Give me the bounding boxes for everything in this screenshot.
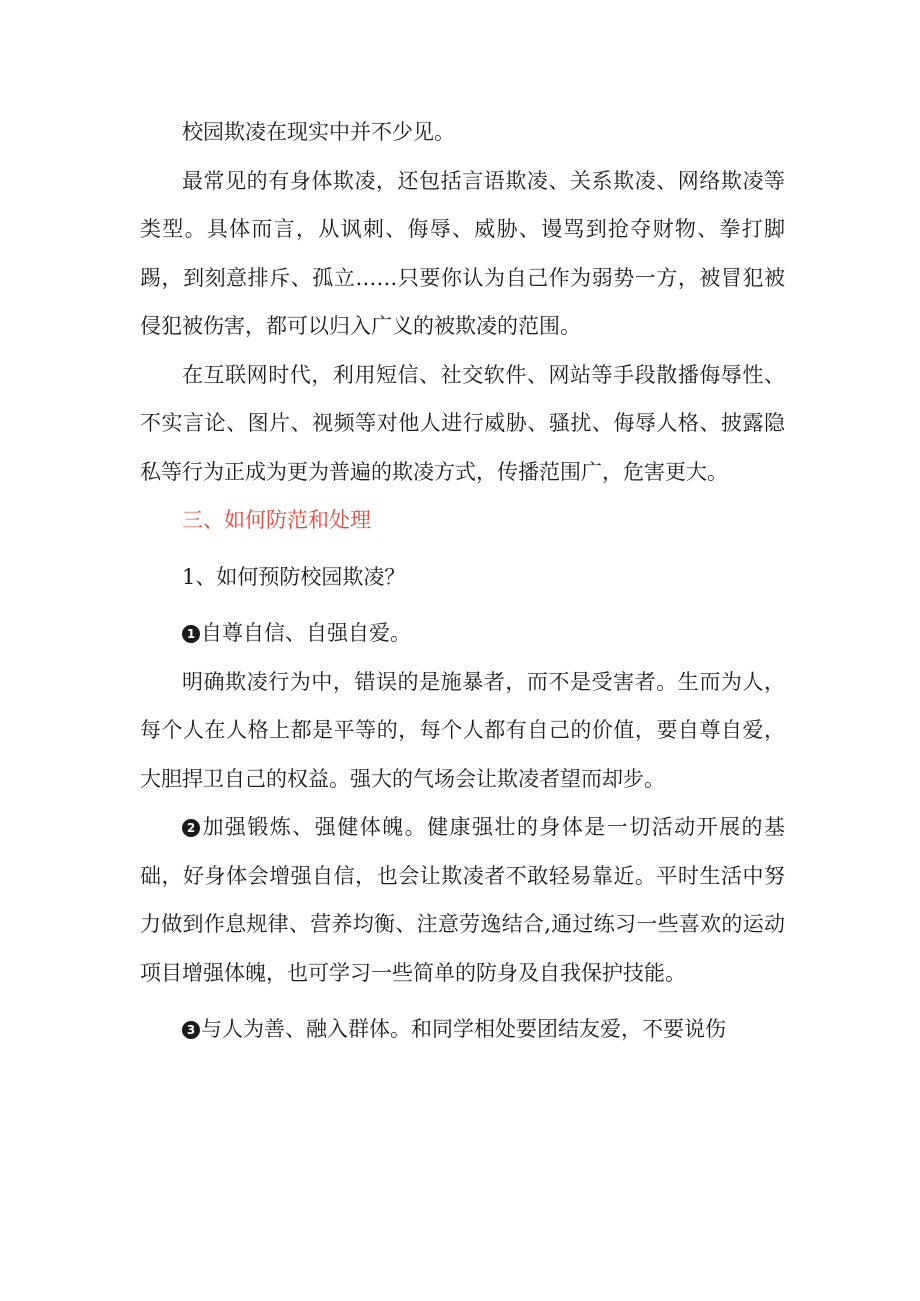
number-3-icon: 3 [182, 1021, 200, 1039]
subheading-how-to-prevent: 1、如何预防校园欺凌？ [182, 564, 406, 589]
document-body [140, 108, 785, 1054]
bullet-3-text: 与人为善、融入群体。和同学相处要团结友爱，不要说伤 [201, 1017, 726, 1041]
paragraph-bullying-common: 校园欺凌在现实中并不少见。 [182, 120, 455, 144]
paragraph-bullying-types: 最常见的有身体欺凌，还包括言语欺凌、关系欺凌、网络欺凌等类型。具体而言，从讽刺、侮辱、威胁、谩骂到抢夺财物、拳打脚踢，到刻意排斥、孤立……只要你认为自己作为弱势一方，被冒犯被侵犯被伤害，都可以归入广义的被欺凌的范围。 [140, 168, 785, 338]
number-1-icon: 1 [182, 625, 200, 643]
bullet-item-3 [140, 1005, 785, 1054]
bullet-item-2 [140, 803, 785, 997]
bullet-item-1 [140, 609, 785, 658]
paragraph-cyber-bullying: 在互联网时代，利用短信、社交软件、网站等手段散播侮辱性、不实言论、图片、视频等对他人进行威胁、骚扰、侮辱人格、披露隐私等行为正成为更为普遍的欺凌方式，传播范围广，危害更大。 [140, 362, 785, 484]
bullet-1-title: 自尊自信、自强自爱。 [201, 621, 411, 645]
number-2-icon: 2 [182, 819, 200, 837]
section-heading-prevention: 三、如何防范和处理 [182, 508, 371, 532]
bullet-2-text: 加强锻炼、强健体魄。健康强壮的身体是一切活动开展的基础，好身体会增强自信，也会让欺凌者不敢轻易靠近。平时生活中努力做到作息规律、营养均衡、注意劳逸结合,通过练习一些喜欢的运动项目增强体魄，也可学习一些简单的防身及自我保护技能。 [140, 815, 785, 985]
paragraph-self-respect: 明确欺凌行为中，错误的是施暴者，而不是受害者。生而为人，每个人在人格上都是平等的，每个人都有自己的价值，要自尊自爱，大胆捍卫自己的权益。强大的气场会让欺凌者望而却步。 [140, 669, 785, 791]
